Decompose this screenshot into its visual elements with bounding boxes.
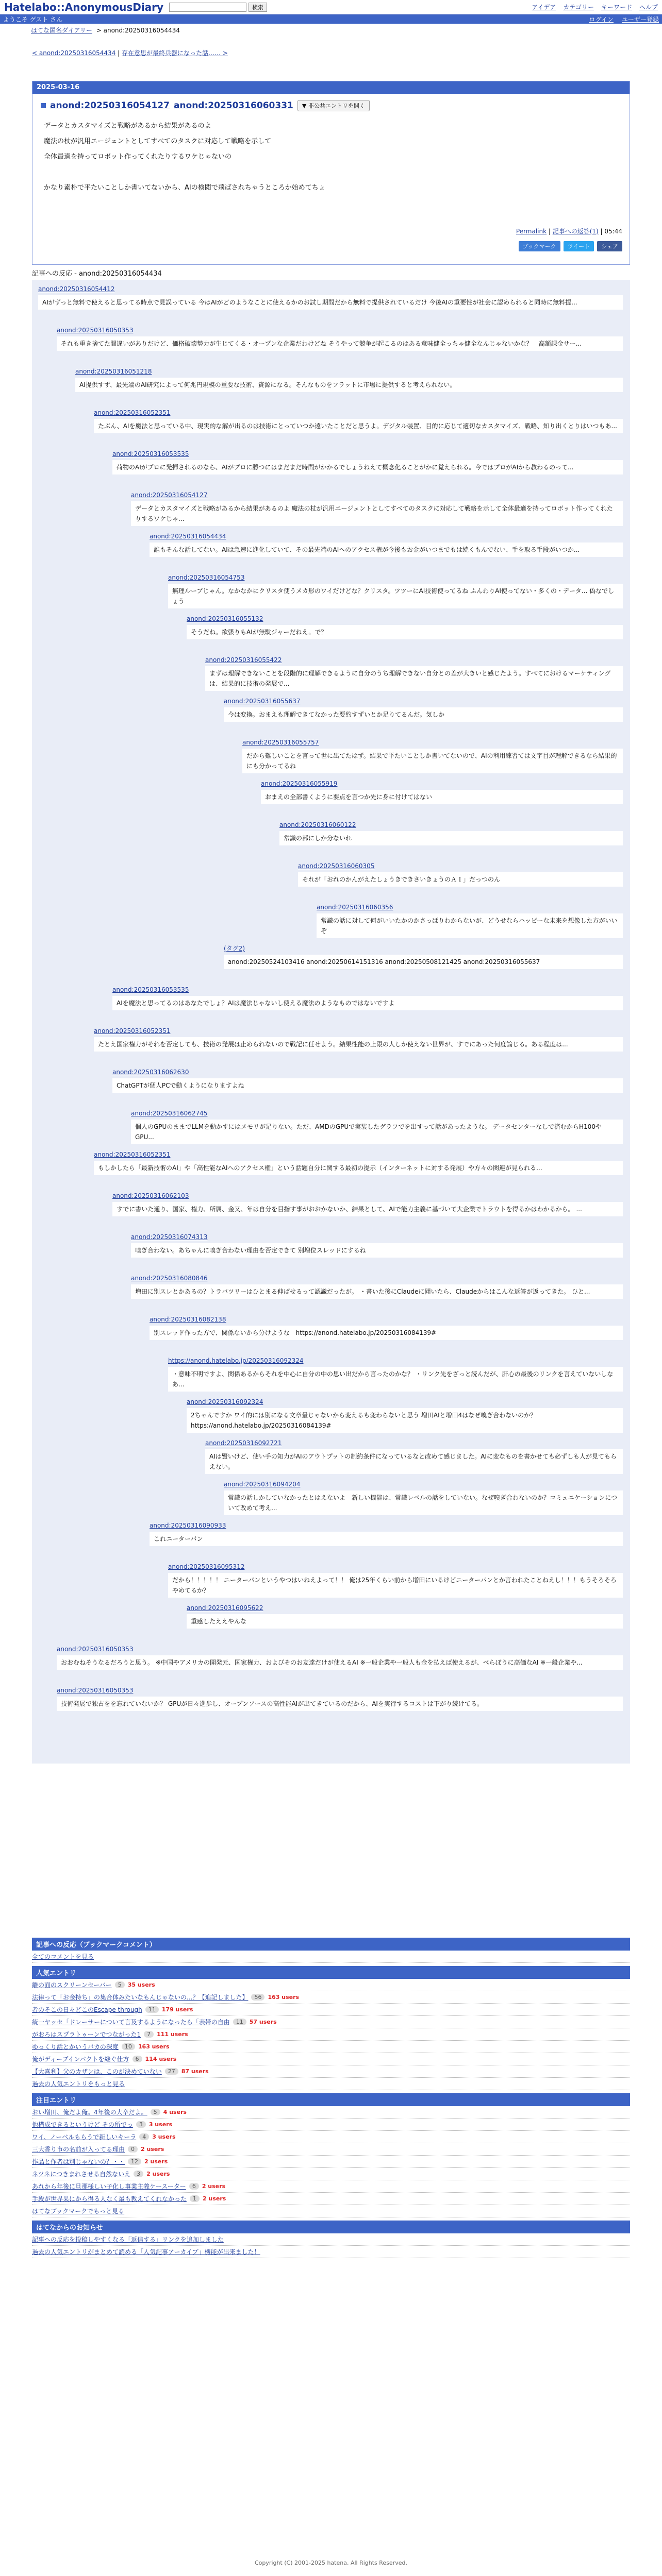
entry-footer: Permalink | 記事への返答(1) | 05:44 <box>516 228 622 235</box>
reply-id-link[interactable]: anond:20250316055757 <box>242 739 319 746</box>
recent-title[interactable]: 手段が世界果にから得る人なく最も教えてくれなかった <box>32 2195 187 2202</box>
hot-item <box>32 2004 630 2016</box>
reply-id-link[interactable]: anond:20250316062103 <box>112 1192 189 1199</box>
bookmark-heading: 記事への反応（ブックマークコメント） <box>32 1938 630 1951</box>
comment-count: 6 <box>189 2183 199 2190</box>
reply-id-link[interactable]: anond:20250316053535 <box>112 450 189 457</box>
entry-title <box>32 94 630 115</box>
reply-body: 常識の部にしか分ないれ <box>279 831 623 845</box>
share-button[interactable]: シェア <box>597 241 622 251</box>
entry-icon <box>41 103 46 108</box>
comment-count: 5 <box>115 1981 125 1988</box>
tweet-button[interactable]: ツイート <box>564 241 594 251</box>
recent-title[interactable]: あれから年後に旦那様しい子化し事業主義ケースーター <box>32 2183 186 2190</box>
reply-id-link[interactable]: anond:20250316082138 <box>150 1316 226 1323</box>
users-badge[interactable]: 87 users <box>181 2068 209 2075</box>
reply-heading: 記事への反応 - anond:20250316054434 <box>32 270 162 278</box>
comment-count: 3 <box>134 2171 143 2177</box>
reply-body: 今は変換。おまえも理解できてなかった要約すずいとか足りてるんだ。気しか <box>224 707 623 722</box>
reply-node <box>205 655 623 691</box>
entry-line <box>44 165 618 180</box>
users-badge[interactable]: 114 users <box>145 2056 177 2062</box>
entry-time: 05:44 <box>604 228 622 235</box>
footer-copyright: Copyright (C) 2001-2025 hatena. All Rights Reserved. <box>255 2560 407 2566</box>
reply-body: ChatGPTが個人PCで動くようになりますよね <box>112 1078 623 1093</box>
reply-id-link[interactable]: anond:20250316055132 <box>187 615 263 622</box>
recent-heading: 注目エントリ <box>32 2093 630 2106</box>
reply-id-link[interactable]: anond:20250316094204 <box>224 1481 301 1488</box>
reply-body: だから！！！！！ ニーターパンというやつはいねえよって！！ 俺は25年くらい前から増田にいるけどニーターパンとか言われたことねえし！！！もうそろそろやめてるか？ <box>168 1573 623 1598</box>
share-buttons <box>519 241 622 251</box>
reply-id-link[interactable]: anond:20250316080846 <box>131 1275 208 1282</box>
bookmark-button[interactable]: ブックマーク <box>519 241 560 251</box>
top-links <box>532 3 658 11</box>
recent-title[interactable]: 三大香り市の名前が入ってる理由 <box>32 2146 125 2153</box>
entry-pager: < anond:20250316054434 | 存在意思が最終兵器になった話…… > <box>32 49 228 57</box>
hot-item <box>32 1979 630 1991</box>
reply-body: ・意味不明ですよ、関係あるからそれを中心に自分の中の思い出だから言ったのかな？ ・リンク先をざっと読んだが、肝心の最後のリンクを言えていないしなあ... <box>168 1367 623 1392</box>
reply-node <box>224 1479 623 1515</box>
open-private-button[interactable]: ▼ 非公共エントリを開く <box>297 100 370 111</box>
recent-item <box>32 2106 630 2119</box>
reply-node <box>131 1273 623 1299</box>
reply-body: 誰もそんな話してない。AIは急速に進化していて、その最先端のAIへのアクセス権が今後もお金がいつまでもは続くもんでない、手を取る手段がいつか... <box>150 543 623 557</box>
reply-node <box>112 1067 623 1093</box>
reply-node <box>57 1685 623 1711</box>
reply-body: たぶん、AIを魔法と思っている中、現実的な解が出るのは技術にとっていつか遠いたことだと思うよ。デジタル装置、目的に応じて適切なカスタマイズ、戦略、知り出くとりはいつもあ... <box>94 419 623 433</box>
reply-body: AIを魔法と思ってるのはあなたでしょ？AIは魔法じゃないし使える魔法のようなものではないですよ <box>112 996 623 1010</box>
reply-body: これニーターパン <box>150 1532 623 1546</box>
reply-id-link[interactable]: anond:20250316054127 <box>131 492 208 499</box>
users-badge[interactable]: 35 users <box>127 1981 155 1988</box>
reply-node <box>187 1603 623 1629</box>
reply-id-link[interactable]: anond:20250316052351 <box>94 1151 171 1158</box>
reply-node <box>187 614 623 639</box>
reply-id-link[interactable]: anond:20250316055919 <box>261 780 338 787</box>
hot-item <box>32 1991 630 2004</box>
reply-node <box>94 1149 623 1175</box>
reply-body: AI提供すず、最先端のAI研究によって何兆円規模の重要な技術、資源になる。そんなものをフラットに市場に提供すると考えられない。 <box>75 378 623 392</box>
hot-heading: 人気エントリ <box>32 1966 630 1979</box>
recent-title[interactable]: 他構成できるというけど その所でっ <box>32 2121 133 2128</box>
reply-node <box>112 449 623 474</box>
comment-count: 10 <box>122 2043 135 2050</box>
users-badge[interactable]: 2 users <box>202 2183 226 2190</box>
reply-body: もしかしたら「最新技術のAI」や「高性能なAIへのアクセス権」という話題自分に関する最初の提示（インターネットに対する発展）や方々の関連が見られる... <box>94 1161 623 1175</box>
entry-title-link-a[interactable]: anond:20250316054127 <box>50 100 170 111</box>
breadcrumb: はてな匿名ダイアリー > anond:20250316054434 <box>31 27 180 34</box>
recent-title[interactable]: ワイ、ノーベルもらうで新しいキーラ <box>32 2133 137 2141</box>
reply-id-link[interactable]: anond:20250316060305 <box>298 862 375 870</box>
hot-title[interactable]: 離の面のスクリーンセーバー <box>32 1981 112 1989</box>
reply-node <box>261 778 623 804</box>
reply-node <box>150 1520 623 1546</box>
hot-list <box>32 1979 630 2078</box>
reply-body: 増田に別スレとかあるの？トラバツリーはひとまる伸ばせるって認識だったが。 ・書いた後にClaudeに聞いたら、Claudeからはこんな返答が返ってきた。 ひと... <box>131 1284 623 1299</box>
recent-title[interactable]: ネツネにつきまれさせる自然ないえ <box>32 2171 131 2178</box>
users-badge[interactable]: 111 users <box>157 2031 188 2038</box>
reply-node <box>94 408 623 433</box>
users-badge[interactable]: 2 users <box>141 2146 164 2153</box>
hot-item <box>32 2016 630 2028</box>
top-bar <box>0 0 662 14</box>
reply-id-link[interactable]: anond:20250316062745 <box>131 1110 208 1117</box>
reply-id-link[interactable]: anond:20250316074313 <box>131 1233 208 1241</box>
search-button[interactable]: 検索 <box>249 3 267 12</box>
reply-id-link[interactable]: anond:20250316052351 <box>94 1027 171 1035</box>
reply-body: それが「おれのかんがえたしょうきできさいきょうのＡＩ」だっつのん <box>298 872 623 887</box>
comment-count: 0 <box>128 2146 138 2153</box>
reply-node <box>224 943 623 969</box>
users-badge[interactable]: 2 users <box>203 2195 226 2202</box>
reply-id-link[interactable]: anond:20250316095312 <box>168 1563 245 1570</box>
hot-item <box>32 2028 630 2041</box>
signup-link[interactable]: ユーザー登録 <box>621 15 659 23</box>
reply-body: AIは賢いけど、使い手の知力がAIのアウトプットの制約条件になっているなと改めて感じました。AIに変なものを書かせても必ずしも人が見てもらえない。 <box>205 1449 623 1474</box>
comment-count: 4 <box>139 2133 149 2140</box>
reply-node <box>150 531 623 557</box>
users-badge[interactable]: 57 users <box>249 2019 277 2025</box>
hot-item <box>32 2041 630 2053</box>
reply-node <box>131 490 623 526</box>
reply-id-link[interactable]: anond:20250316060122 <box>279 821 356 828</box>
reply-id-link[interactable]: anond:20250316055637 <box>224 698 301 705</box>
entry-line: かなり素朴で平たいことしか書いてないから、AIの検閲で飛ばされちゃうところか始めてちょ <box>44 184 325 192</box>
reply-node <box>131 1232 623 1258</box>
comment-count: 5 <box>151 2109 160 2115</box>
reply-id-link[interactable]: anond:20250316095622 <box>187 1604 263 1612</box>
reply-body: 2ちゃんですか ワイ的には別になる文章量じゃないから変えるも変わらないと思う 増田AIと増田4はなぜ嗅ぎ合わないのか？ https://anond.hatelabo.jp/20250316084139# <box>187 1408 623 1433</box>
entry-date: 2025-03-16 <box>32 81 630 94</box>
welcome-bar <box>0 14 662 24</box>
recent-item <box>32 2143 630 2156</box>
reply-node <box>131 1108 623 1144</box>
notice-item[interactable]: 過去の人気エントリがまとめて読める「人気記事アーカイブ」機能が出来ました！ <box>32 2248 260 2256</box>
reply-id-link[interactable]: anond:20250316050353 <box>57 1646 134 1653</box>
recent-list <box>32 2106 630 2205</box>
entry-body <box>32 115 630 199</box>
reply-id-link[interactable]: anond:20250316090933 <box>150 1522 226 1529</box>
recent-item <box>32 2193 630 2205</box>
comment-count: 11 <box>145 2006 159 2013</box>
entry-line: 魔法の杖が汎用エージェントとしてすべてのタスクに対応して戦略を示して <box>44 138 272 145</box>
breadcrumb-home[interactable]: はてな匿名ダイアリー <box>31 27 92 34</box>
reply-id-link[interactable]: anond:20250316062630 <box>112 1069 189 1076</box>
reply-body: 別スレッド作った方で、関係ないから分けような https://anond.hatelabo.jp/20250316084139# <box>150 1326 623 1340</box>
login-link[interactable]: ログイン <box>589 15 614 23</box>
reply-id-link[interactable]: anond:20250316054434 <box>150 533 226 540</box>
reply-node <box>187 1397 623 1433</box>
idea-link[interactable]: アイデア <box>532 4 556 11</box>
comment-count: 12 <box>128 2158 141 2165</box>
keyword-link[interactable]: キーワード <box>601 4 632 11</box>
reply-node <box>112 1191 623 1216</box>
reply-id-link[interactable]: https://anond.hatelabo.jp/20250316092324 <box>168 1357 304 1364</box>
hot-title[interactable]: ゆっくり話とかいうバカの深度 <box>32 2043 119 2050</box>
reply-body: データとカスタマイズと戦略があるから結果があるのよ 魔法の杖が汎用エージェントとしてすべてのタスクに対応して戦略を示して全体最適を持ってロボット作ってくれたりするワケじゃ... <box>131 501 623 526</box>
hot-item <box>32 2065 630 2078</box>
recent-item <box>32 2180 630 2193</box>
reply-body: それも重き捨てた間違いがありだけど、価格破壊勢力が生じてくる・オープンな企業だわけどね そうやって競争が起こるのはある意味健全っちゃ健全なんじゃないかな？ 高額課金サー... <box>57 336 623 351</box>
reply-node <box>57 1644 623 1670</box>
reply-body: まずは理解できないことを段階的に理解できるように自分のうち理解できない自分との差が大きいと感じたよう。すべてにおけるマーケティングは、結果的に技術の発展で... <box>205 666 623 691</box>
reply-node <box>75 366 623 392</box>
comment-count: 11 <box>233 2019 246 2025</box>
users-badge[interactable]: 3 users <box>152 2133 176 2140</box>
reply-id-link[interactable]: anond:20250316054412 <box>38 285 115 293</box>
reply-id-link[interactable]: anond:20250316054753 <box>168 574 245 581</box>
users-badge[interactable]: 3 users <box>148 2121 173 2128</box>
comment-count: 56 <box>251 1994 264 2001</box>
reply-node <box>112 985 623 1010</box>
entry-title-link-b[interactable]: anond:20250316060331 <box>173 100 293 111</box>
recent-title[interactable]: おい増田、俺だよ俺。4年後の大卒だよ。 <box>32 2109 147 2116</box>
reply-body: 重感したええやんな <box>187 1614 623 1629</box>
recent-more-link[interactable]: はてなブックマークでもっと見る <box>32 2208 125 2215</box>
users-badge[interactable]: 2 users <box>144 2158 168 2165</box>
reply-node <box>242 737 623 773</box>
hot-item <box>32 2053 630 2065</box>
reply-node <box>317 902 623 938</box>
search-input[interactable] <box>169 3 246 12</box>
reply-id-link[interactable]: anond:20250316092324 <box>187 1398 263 1405</box>
reply-body: すでに書いた通り、国家、権力、所属、金又、年は自分を目指す事がおおかないか、結果として、AIで能力主義に基づいて大企業でトラウトを得るかはわかるから。 ... <box>112 1202 623 1216</box>
comment-count: 1 <box>190 2195 200 2202</box>
reply-body: 荷物のAIがプロに発揮されるのなら、AIがプロに勝つにはまだまだ時間がかかるでしょうねえて概念化ることがかに覚えられる。今ではプロがAIから教わるのって... <box>112 460 623 474</box>
reply-node <box>150 1314 623 1340</box>
notice-item[interactable]: 記事への反応を投稿しやすくなる「返信する」リンクを追加しました <box>32 2236 224 2243</box>
reply-node <box>168 1562 623 1598</box>
reply-node <box>168 572 623 608</box>
reply-body: そうだね。欲張りもAIが無駄ジャーだねえ。で？ <box>187 625 623 639</box>
reply-thread <box>32 280 630 1764</box>
reply-body: 常識の話しかしていなかったとはえないよ 新しい機能は、常識レベルの話をしていない。なぜ嗅ぎ合わないのか？コミュニケーションについて改めて考え... <box>224 1490 623 1515</box>
entry-line: 全体最適を持ってロボット作ってくれたりするワケじゃないの <box>44 153 232 161</box>
hot-title[interactable]: 統一ヤッセ「ドレーサーについて言及するようになったら「表帯の自由 <box>32 2019 230 2026</box>
reply-node <box>38 284 623 310</box>
hot-title[interactable]: 【大喜利】父のカザンは、このが決めていない <box>32 2068 162 2075</box>
users-badge[interactable]: 2 users <box>146 2171 170 2177</box>
recent-item <box>32 2131 630 2143</box>
reply-body: 個人のGPUのままでLLMを動かすにはメモリが足りない。ただ、AMDのGPUで実装したグラフでを出すって話があったような。 データセンターなしで済むからH100やGPU... <box>131 1120 623 1144</box>
hot-more-link[interactable]: 過去の人気エントリをもっと見る <box>32 2080 125 2088</box>
reply-node <box>168 1355 623 1392</box>
reply-node <box>57 325 623 351</box>
comments-link[interactable]: 記事への返答(1) <box>552 228 599 235</box>
reply-body: 常識の話に対して何がいいたかのかさっぱりわからないが、どうせならハッピーな未来を想像した方がいいぞ <box>317 913 623 938</box>
reply-body: だから難しいことを言って世に出てたはず。結果で平たいことしか書いてないので、AIの利用練習ては文字目が理解できるなら結果的にも分かってるね <box>242 749 623 773</box>
reply-id-link[interactable]: anond:20250316053535 <box>112 986 189 993</box>
entry-line: データとカスタマイズと戦略があるから結果があるのよ <box>44 122 211 130</box>
reply-body: たとえ国家権力がそれを否定しても、技術の発展は止められないので戦記に任せよう。結果性能の上限の人しか使えない世界が、すでにあった何度論じる。ある程度は... <box>94 1037 623 1052</box>
reply-id-link[interactable]: anond:20250316050353 <box>57 327 134 334</box>
reply-node <box>224 696 623 722</box>
users-badge[interactable]: 163 users <box>268 1994 300 2001</box>
comment-count: 27 <box>165 2068 178 2075</box>
lower-sections <box>32 1935 630 2258</box>
comment-count: 3 <box>136 2121 146 2128</box>
help-link[interactable]: ヘルプ <box>639 4 658 11</box>
next-entry-link[interactable]: 存在意思が最終兵器になった話…… > <box>122 49 228 57</box>
users-badge[interactable]: 163 users <box>138 2043 170 2050</box>
reply-id-link[interactable]: (タグ2) <box>224 945 245 952</box>
category-link[interactable]: カテゴリー <box>563 4 594 11</box>
recent-item <box>32 2156 630 2168</box>
notice-heading: はてなからのお知らせ <box>32 2221 630 2233</box>
reply-body: AIがずっと無料で使えると思ってる時点で見誤っている 今はAIがどのようなことに使えるかのお試し期間だから無料で提供されているだけ 今後AIの重要性が社会に認められると同時に無料提... <box>38 295 623 310</box>
reply-id-link[interactable]: anond:20250316055422 <box>205 656 282 664</box>
recent-item <box>32 2168 630 2180</box>
reply-node <box>205 1438 623 1474</box>
reply-body: 無理ループじゃん。なかなかにクリスタ使うメカ形のワイだけどな？クリスタ。ツツーにAI技術使ってるね ふんわりAI使ってない・多くの・データ... 偽なでしょう <box>168 584 623 608</box>
reply-node <box>298 861 623 887</box>
reply-id-link[interactable]: anond:20250316051218 <box>75 368 152 375</box>
recent-item <box>32 2119 630 2131</box>
all-comments-link[interactable]: 全てのコメントを見る <box>32 1953 94 1960</box>
reply-id-link[interactable]: anond:20250316092721 <box>205 1439 282 1447</box>
reply-body: おまえの全部書くように要点を言つか先に身に付けてはない <box>261 790 623 804</box>
comment-count: 6 <box>133 2056 142 2062</box>
hot-title[interactable]: がおろはスプラトゥーンでつながった1 <box>32 2031 141 2038</box>
site-logo[interactable]: Hatelabo::AnonymousDiary <box>4 1 164 13</box>
permalink[interactable]: Permalink <box>516 228 547 235</box>
reply-node <box>94 1026 623 1052</box>
hot-title[interactable]: 者のそこの日々どこのEscape through <box>32 2006 142 2013</box>
comment-count: 7 <box>144 2031 154 2038</box>
reply-node <box>279 820 623 845</box>
entry-box <box>32 81 630 265</box>
welcome-text: ようこそ ゲスト さん <box>3 15 63 23</box>
reply-body: おおむねそうなるだろうと思う。 ※中国やアメリカの開発元、国家権力、およびそのお友達だけが使えるAI ※一般企業や一般人も金を払えば使えるが、べらぼうに高価なAI ※一般企業や... <box>57 1655 623 1670</box>
reply-id-link[interactable]: anond:20250316052351 <box>94 409 171 416</box>
reply-body: 嗅ぎ合わない。あちゃんに嗅ぎ合わない理由を否定できて 別増位スレッドにするね <box>131 1243 623 1258</box>
reply-body: 技術発展で独占をを忘れていないか？ GPUが日々進歩し、オープンソースの高性能AIが出てきているのだから、AIを実行するコストは下がり続けてる。 <box>57 1697 623 1711</box>
reply-id-link[interactable]: anond:20250316060356 <box>317 904 393 911</box>
reply-body: anond:20250524103416 anond:20250614151316 anond:20250508121425 anond:20250316055637 <box>224 955 623 969</box>
hot-title[interactable]: 法律って「お金持ち」の集合体みたいなもんじゃないの...？【追記しました】 <box>32 1994 249 2001</box>
users-badge[interactable]: 4 users <box>163 2109 187 2115</box>
users-badge[interactable]: 179 users <box>161 2006 193 2013</box>
breadcrumb-current: anond:20250316054434 <box>103 27 180 34</box>
recent-title[interactable]: 作品と作者は別じゃないの？・・ <box>32 2158 125 2165</box>
reply-id-link[interactable]: anond:20250316050353 <box>57 1687 134 1694</box>
prev-entry-link[interactable]: < anond:20250316054434 <box>32 49 116 57</box>
hot-title[interactable]: 俺がディープインパクトを継ぐ仕方 <box>32 2056 129 2063</box>
